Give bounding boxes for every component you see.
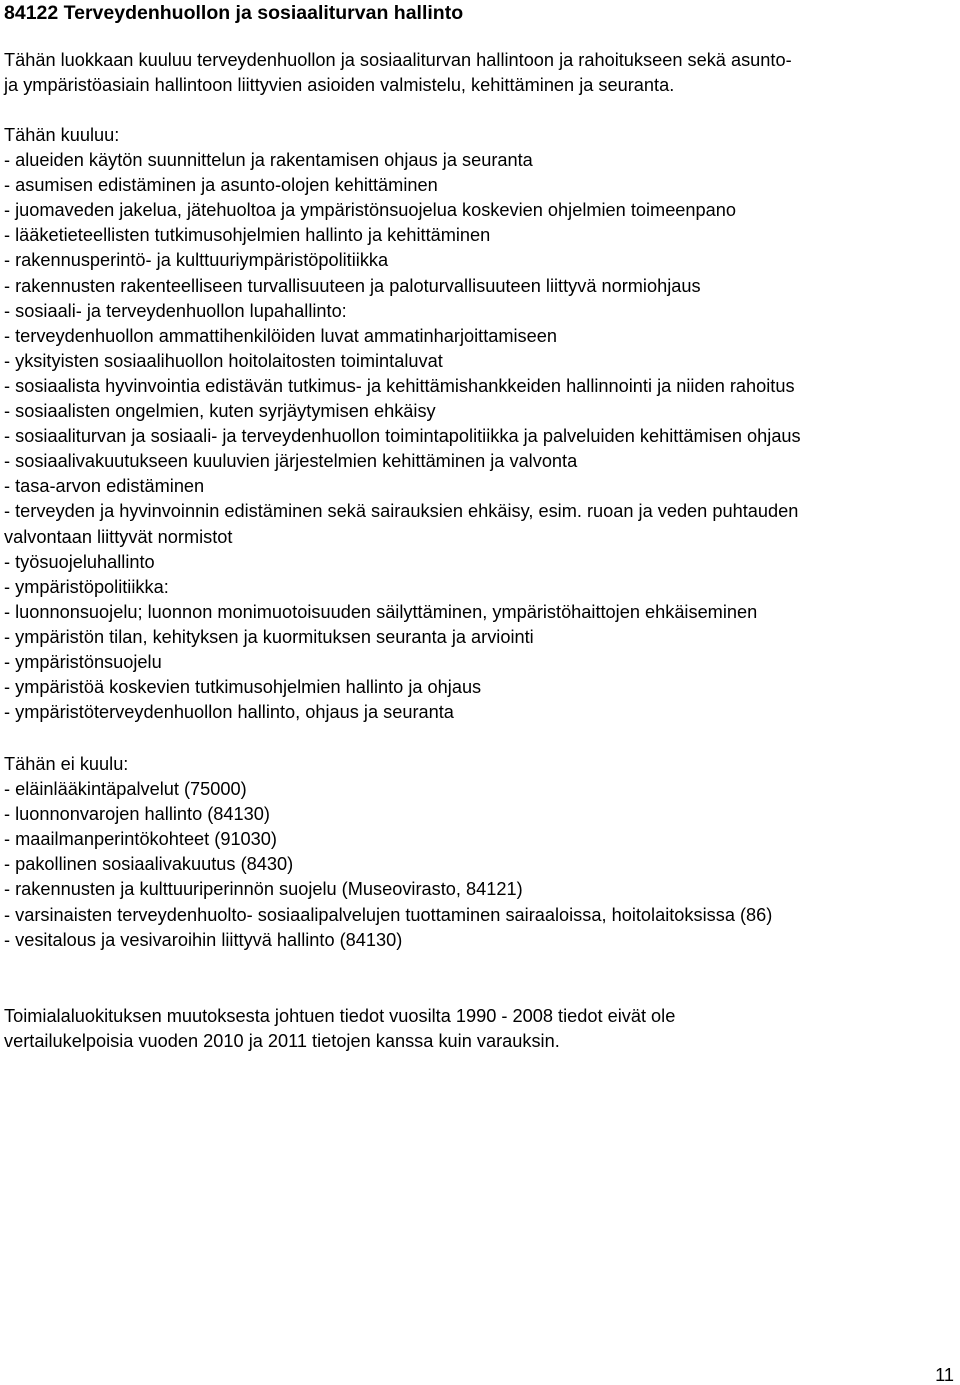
- includes-item: valvontaan liittyvät normistot: [4, 526, 233, 547]
- includes-item: - ympäristöterveydenhuollon hallinto, ohjaus ja seuranta: [4, 702, 454, 723]
- includes-item: - ympäristöpolitiikka:: [4, 576, 169, 597]
- includes-section: [4, 123, 801, 725]
- intro-line: Tähän luokkaan kuuluu terveydenhuollon ja sosiaaliturvan hallintoon ja rahoitukseen sekä asunto-: [4, 50, 792, 70]
- intro-line: ja ympäristöasiain hallintoon liittyvien asioiden valmistelu, kehittäminen ja seuranta.: [4, 75, 675, 96]
- includes-item: - sosiaalisten ongelmien, kuten syrjäytymisen ehkäisy: [4, 401, 436, 422]
- intro-paragraph: [4, 48, 792, 98]
- includes-item: - sosiaalivakuutukseen kuuluvien järjestelmien kehittäminen ja valvonta: [4, 451, 578, 472]
- excludes-title: Tähän ei kuulu:: [4, 754, 129, 774]
- includes-item: - asumisen edistäminen ja asunto-olojen kehittäminen: [4, 175, 438, 196]
- includes-item: - terveydenhuollon ammattihenkilöiden luvat ammatinharjoittamiseen: [4, 325, 557, 346]
- includes-item: - yksityisten sosiaalihuollon hoitolaitosten toimintaluvat: [4, 350, 443, 371]
- includes-item: - alueiden käytön suunnittelun ja rakentamisen ohjaus ja seuranta: [4, 150, 533, 171]
- includes-item: - terveyden ja hyvinvoinnin edistäminen sekä sairauksien ehkäisy, esim. ruoan ja veden puhtauden: [4, 501, 799, 522]
- excludes-item: - maailmanperintökohteet (91030): [4, 829, 277, 850]
- note-line: vertailukelpoisia vuoden 2010 ja 2011 tietojen kanssa kuin varauksin.: [4, 1031, 560, 1052]
- includes-item: - työsuojeluhallinto: [4, 551, 155, 572]
- includes-item: - sosiaaliturvan ja sosiaali- ja terveydenhuollon toimintapolitiikka ja palveluiden kehittämisen ohjaus: [4, 426, 801, 447]
- excludes-item: - eläinlääkintäpalvelut (75000): [4, 779, 247, 800]
- excludes-section: [4, 752, 772, 953]
- includes-item: - sosiaalista hyvinvointia edistävän tutkimus- ja kehittämishankkeiden hallinnointi ja niiden rahoitus: [4, 375, 795, 396]
- excludes-item: - vesitalous ja vesivaroihin liittyvä hallinto (84130): [4, 929, 403, 950]
- includes-item: - lääketieteellisten tutkimusohjelmien hallinto ja kehittäminen: [4, 225, 491, 246]
- includes-title: Tähän kuuluu:: [4, 125, 120, 145]
- includes-item: - rakennusperintö- ja kulttuuriympäristöpolitiikka: [4, 250, 389, 271]
- section-heading: 84122 Terveydenhuollon ja sosiaaliturvan hallinto: [4, 2, 464, 24]
- excludes-item: - rakennusten ja kulttuuriperinnön suojelu (Museovirasto, 84121): [4, 879, 523, 900]
- excludes-item: - luonnonvarojen hallinto (84130): [4, 804, 270, 825]
- note-paragraph: [4, 1004, 675, 1054]
- includes-item: - ympäristönsuojelu: [4, 651, 162, 672]
- includes-item: - rakennusten rakenteelliseen turvallisuuteen ja paloturvallisuuteen liittyvä normiohjaus: [4, 275, 701, 296]
- note-line: Toimialaluokituksen muutoksesta johtuen tiedot vuosilta 1990 - 2008 tiedot eivät ole: [4, 1006, 676, 1026]
- page-number: 11: [935, 1365, 954, 1385]
- includes-item: - ympäristöä koskevien tutkimusohjelmien hallinto ja ohjaus: [4, 677, 482, 698]
- includes-item: - sosiaali- ja terveydenhuollon lupahallinto:: [4, 300, 347, 321]
- includes-item: - juomaveden jakelua, jätehuoltoa ja ympäristönsuojelua koskevien ohjelmien toimeenpano: [4, 200, 736, 221]
- includes-item: - tasa-arvon edistäminen: [4, 476, 205, 497]
- includes-item: - luonnonsuojelu; luonnon monimuotoisuuden säilyttäminen, ympäristöhaittojen ehkäiseminen: [4, 601, 758, 622]
- includes-item: - ympäristön tilan, kehityksen ja kuormituksen seuranta ja arviointi: [4, 626, 534, 647]
- excludes-item: - pakollinen sosiaalivakuutus (8430): [4, 854, 294, 875]
- excludes-item: - varsinaisten terveydenhuolto- sosiaalipalvelujen tuottaminen sairaaloissa, hoitolaitoksissa (86): [4, 904, 773, 925]
